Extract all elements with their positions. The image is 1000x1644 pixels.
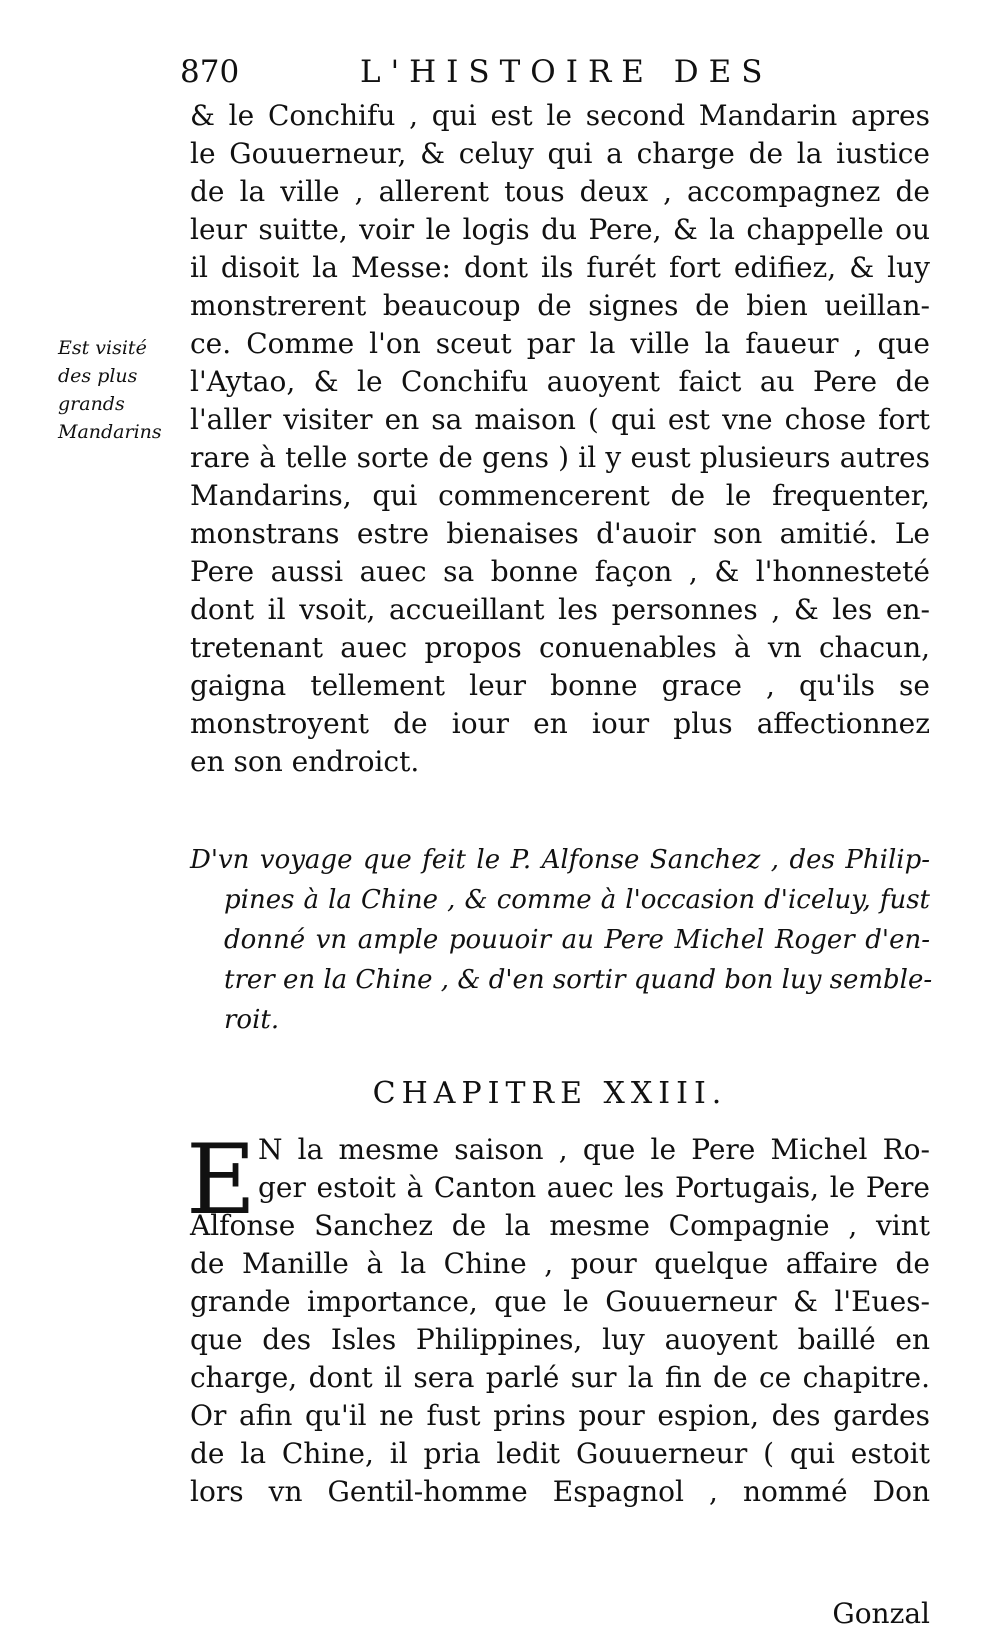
text-line: de la ville , allerent tous deux , accompagnez de xyxy=(190,175,930,208)
text-line: l'aller visiter en sa maison ( qui est vne chose fort xyxy=(190,403,930,436)
page-number: 870 xyxy=(180,54,240,90)
text-line: il disoit la Messe: dont ils furét fort edifiez, & luy xyxy=(190,251,930,284)
running-head xyxy=(180,52,930,92)
text-line: l'Aytao, & le Conchifu auoyent faict au Pere de xyxy=(190,365,930,398)
text-line: dont il vsoit, accueillant les personnes , & les en- xyxy=(190,593,930,626)
marginal-note-line: Mandarins xyxy=(58,421,162,443)
text-line: tretenant auec propos conuenables à vn chacun, xyxy=(190,631,930,664)
text-line: de la Chine, il pria ledit Gouuerneur ( qui estoit xyxy=(190,1437,930,1470)
marginal-note-line: des plus xyxy=(58,365,138,387)
text-line: grande importance, que le Gouuerneur & l'Eues- xyxy=(190,1285,930,1318)
marginal-note xyxy=(58,334,188,446)
summary-line: pines à la Chine , & comme à l'occasion d'iceluy, fust xyxy=(224,885,930,915)
text-line: ce. Comme l'on sceut par la ville la faueur , que xyxy=(190,327,930,360)
summary-line: donné vn ample pouuoir au Pere Michel Roger d'en- xyxy=(224,925,930,955)
summary-line: D'vn voyage que feit le P. Alfonse Sanchez , des Philip- xyxy=(190,845,930,875)
text-line: leur suitte, voir le logis du Pere, & la chappelle ou xyxy=(190,213,930,246)
summary-line: roit. xyxy=(224,1005,280,1035)
marginal-note-line: Est visité xyxy=(58,337,147,359)
text-line: Mandarins, qui commencerent de le frequenter, xyxy=(190,479,930,512)
text-line: que des Isles Philippines, luy auoyent baillé en xyxy=(190,1323,930,1356)
text-line: Or afin qu'il ne fust prins pour espion, des gardes xyxy=(190,1399,930,1432)
marginal-note-line: grands xyxy=(58,393,125,415)
text-line: monstrans estre bienaises d'auoir son amitié. Le xyxy=(190,517,930,550)
text-line: rare à telle sorte de gens ) il y eust plusieurs autres xyxy=(190,441,930,474)
drop-cap: E xyxy=(186,1124,257,1236)
text-line: monstroyent de iour en iour plus affectionnez xyxy=(190,707,930,740)
text-line: ger estoit à Canton auec les Portugais, le Pere xyxy=(258,1171,930,1204)
text-line: de Manille à la Chine , pour quelque affaire de xyxy=(190,1247,930,1280)
text-line: en son endroict. xyxy=(190,745,420,778)
text-line: charge, dont il sera parlé sur la fin de ce chapitre. xyxy=(190,1361,930,1394)
text-line: Alfonse Sanchez de la mesme Compagnie , vint xyxy=(190,1209,930,1242)
text-line: N la mesme saison , que le Pere Michel Ro- xyxy=(258,1133,930,1166)
text-line: Pere aussi auec sa bonne façon , & l'honnesteté xyxy=(190,555,930,588)
catchword: Gonzal xyxy=(832,1597,930,1630)
running-title: L'HISTOIRE DES xyxy=(360,54,773,90)
text-line: le Gouuerneur, & celuy qui a charge de la iustice xyxy=(190,137,930,170)
text-line: gaigna tellement leur bonne grace , qu'ils se xyxy=(190,669,930,702)
text-line: & le Conchifu , qui est le second Mandarin apres xyxy=(190,99,930,132)
summary-line: trer en la Chine , & d'en sortir quand bon luy semble- xyxy=(224,965,933,995)
text-line: monstrerent beaucoup de signes de bien ueillan- xyxy=(190,289,930,322)
text-line: lors vn Gentil-homme Espagnol , nommé Don xyxy=(190,1475,930,1508)
chapter-heading: CHAPITRE XXIII. xyxy=(372,1076,728,1111)
